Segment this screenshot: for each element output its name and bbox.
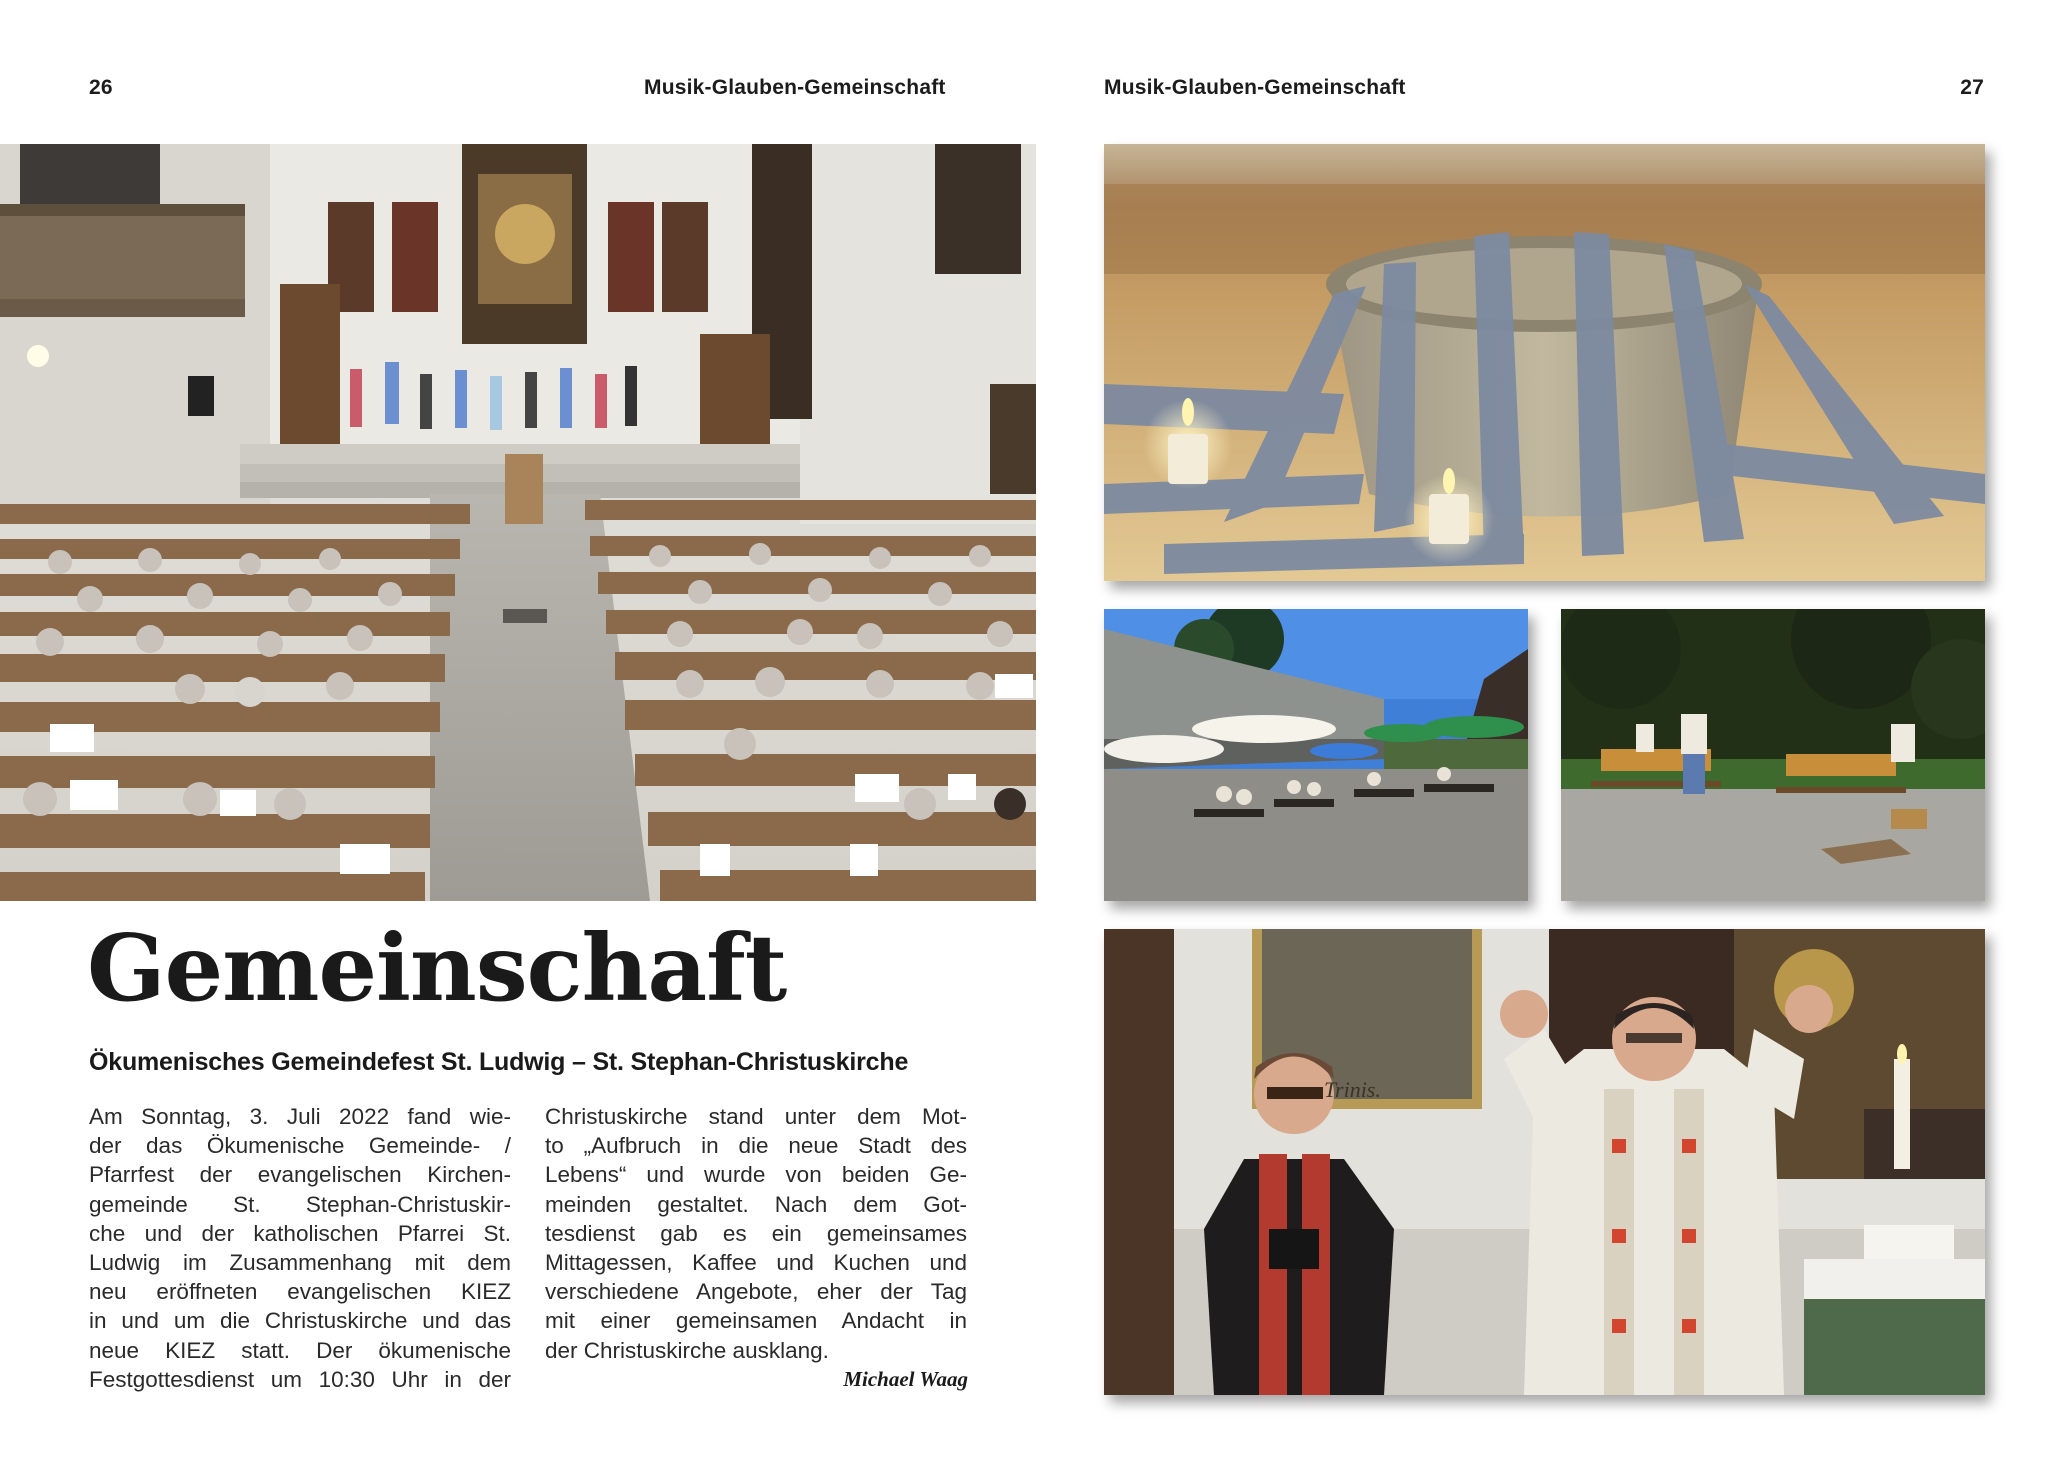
body-line: Festgottesdienst um 10:30 Uhr in der [89, 1366, 511, 1392]
body-line: neu eröffneten evangelischen KIEZ [89, 1279, 511, 1305]
body-line: Ludwig im Zusammenhang mit dem [89, 1250, 511, 1276]
body-line: in und um die Christuskirche und das [89, 1308, 511, 1334]
photo-picnic-tables [1561, 609, 1985, 901]
photo-outdoor-umbrellas [1104, 609, 1528, 901]
photo-clergy-blessing [1104, 929, 1985, 1395]
body-line: verschiedene Angebote, eher der Tag [545, 1279, 967, 1305]
outdoor-umbrellas-illustration [1104, 609, 1528, 901]
picnic-tables-illustration [1561, 609, 1985, 901]
body-line: der das Ökumenische Gemeinde- / [89, 1133, 511, 1159]
photo-church-interior [0, 144, 1036, 901]
author-signature: Michael Waag [843, 1367, 968, 1391]
article-title: Gemeinschaft [87, 914, 787, 1022]
body-line: meinden gestaltet. Nach dem Got- [545, 1191, 967, 1217]
running-head-right: Musik-Glauben-Gemeinschaft [1104, 76, 1406, 99]
body-line: che und der katholischen Pfarrei St. [89, 1220, 511, 1246]
painting-inscription: Trinis. [1324, 1077, 1381, 1102]
article-column-left [89, 1102, 511, 1394]
article-subtitle: Ökumenisches Gemeindefest St. Ludwig – St. Stephan-Christuskirche [89, 1048, 909, 1076]
clergy-illustration [1104, 929, 1985, 1395]
body-line: Am Sonntag, 3. Juli 2022 fand wie- [89, 1104, 511, 1129]
running-head-left: Musik-Glauben-Gemeinschaft [644, 76, 946, 99]
article-column-right [545, 1102, 967, 1365]
photo-baptismal-font [1104, 144, 1985, 581]
body-line: Mittagessen, Kaffee und Kuchen und [545, 1250, 967, 1276]
body-line: der Christuskirche ausklang. [545, 1337, 829, 1363]
baptismal-font-illustration [1104, 144, 1985, 581]
body-line: mit einer gemeinsamen Andacht in [545, 1308, 967, 1334]
body-line: neue KIEZ statt. Der ökumenische [89, 1337, 511, 1363]
church-interior-illustration [0, 144, 1036, 901]
page-number-right: 27 [1960, 76, 1984, 99]
body-line: Pfarrfest der evangelischen Kirchen- [89, 1162, 511, 1188]
body-line: Lebens“ und wurde von beiden Ge- [545, 1162, 967, 1188]
body-line: tesdienst gab es ein gemeinsames [545, 1220, 967, 1246]
page-number-left: 26 [89, 76, 113, 99]
body-line: Christuskirche stand unter dem Mot- [545, 1104, 967, 1129]
body-line: to „Aufbruch in die neue Stadt des [545, 1133, 967, 1159]
body-line: gemeinde St. Stephan-Christuskir- [89, 1191, 511, 1217]
